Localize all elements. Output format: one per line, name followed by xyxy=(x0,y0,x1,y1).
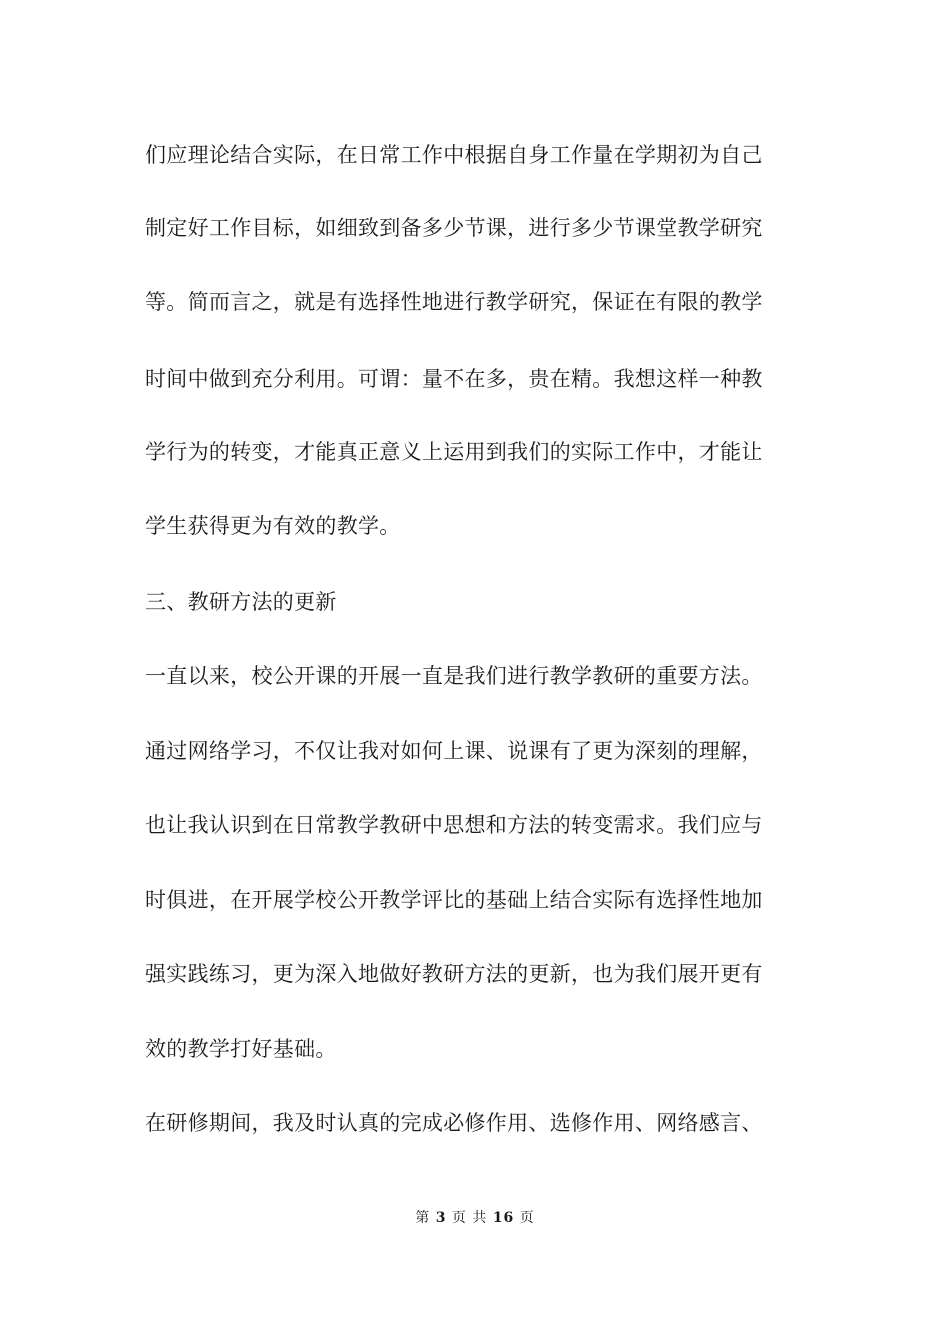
text-line: 效的教学打好基础。 xyxy=(145,1037,337,1061)
text-line: 学生获得更为有效的教学。 xyxy=(145,514,401,538)
section-heading: 三、教研方法的更新 xyxy=(145,590,337,614)
page-footer xyxy=(0,1208,950,1228)
text-line: 强实践练习，更为深入地做好教研方法的更新，也为我们展开更有 xyxy=(145,962,763,986)
text-line: 时俱进，在开展学校公开教学评比的基础上结合实际有选择性地加 xyxy=(145,888,763,912)
text-line: 也让我认识到在日常教学教研中思想和方法的转变需求。我们应与 xyxy=(145,813,763,837)
text-line: 一直以来，校公开课的开展一直是我们进行教学教研的重要方法。 xyxy=(145,664,763,688)
footer-suffix: 页 xyxy=(519,1210,535,1226)
text-line: 时间中做到充分利用。可谓：量不在多，贵在精。我想这样一种教 xyxy=(145,367,763,391)
text-line: 制定好工作目标，如细致到备多少节课，进行多少节课堂教学研究 xyxy=(145,216,763,240)
footer-prefix: 第 xyxy=(415,1210,431,1226)
footer-middle: 页 共 xyxy=(451,1210,488,1226)
total-page-number: 16 xyxy=(492,1210,515,1226)
text-line: 在研修期间，我及时认真的完成必修作用、选修作用、网络感言、 xyxy=(145,1111,763,1135)
text-line: 们应理论结合实际，在日常工作中根据自身工作量在学期初为自己 xyxy=(145,143,763,167)
text-line: 学行为的转变，才能真正意义上运用到我们的实际工作中，才能让 xyxy=(145,440,763,464)
text-line: 通过网络学习，不仅让我对如何上课、说课有了更为深刻的理解， xyxy=(145,739,763,763)
current-page-number: 3 xyxy=(435,1210,447,1226)
text-line: 等。简而言之，就是有选择性地进行教学研究，保证在有限的教学 xyxy=(145,290,763,314)
